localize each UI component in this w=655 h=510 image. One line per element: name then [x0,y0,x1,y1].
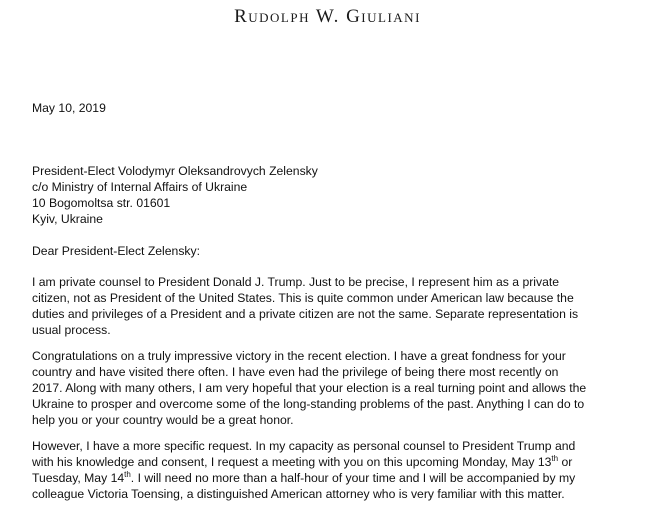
paragraph-line: However, I have a more specific request. In my capacity as personal counsel to President Trump and [32,439,576,453]
recipient-line: 10 Bogomoltsa str. 01601 [32,196,171,210]
paragraph-line [32,470,632,486]
ordinal-suffix: th [551,453,559,463]
line-text: with his knowledge and consent, I request a meeting with you on this upcoming Monday, May 13 [32,455,552,469]
paragraph-line: 2017. Along with many others, I am very hopeful that your election is a real turning point and allows the [32,381,587,395]
recipient-line: President-Elect Volodymyr Oleksandrovych Zelensky [32,164,318,178]
recipient-address [32,163,318,227]
recipient-line: c/o Ministry of Internal Affairs of Ukraine [32,180,248,194]
paragraph-line: usual process. [32,323,111,337]
ordinal-suffix: th [124,469,131,479]
paragraph-line: Ukraine to prosper and overcome some of the long-standing problems of the past. Anything I can do to [32,397,585,411]
paragraph-line: Congratulations on a truly impressive victory in the recent election. I have a great fondness for your [32,349,566,363]
paragraph-request [32,438,632,502]
paragraph-line: duties and privileges of a President and a private citizen are not the same. Separate representation is [32,307,579,321]
paragraph-line [32,454,632,470]
line-text: or [558,455,573,469]
line-text: Tuesday, May 14 [32,471,125,485]
paragraph-line: country and have visited there often. I have even had the privilege of being there most recently on [32,365,559,379]
paragraph-line: citizen, not as President of the United States. This is quite common under American law because the [32,291,574,305]
paragraph-line: colleague Victoria Toensing, a distinguished American attorney who is very familiar with this matter. [32,487,565,501]
recipient-line: Kyiv, Ukraine [32,212,103,226]
salutation: Dear President-Elect Zelensky: [32,244,200,258]
letterhead: Rudolph W. Giuliani [234,6,421,27]
letter-date: May 10, 2019 [32,101,106,115]
line-text: . I will need no more than a half-hour of your time and I will be accompanied by my [130,471,576,485]
paragraph-counsel [32,274,632,338]
paragraph-line: I am private counsel to President Donald J. Trump. Just to be precise, I represent him as a private [32,275,560,289]
paragraph-congratulations [32,348,632,428]
paragraph-line: help you or your country would be a great honor. [32,413,294,427]
